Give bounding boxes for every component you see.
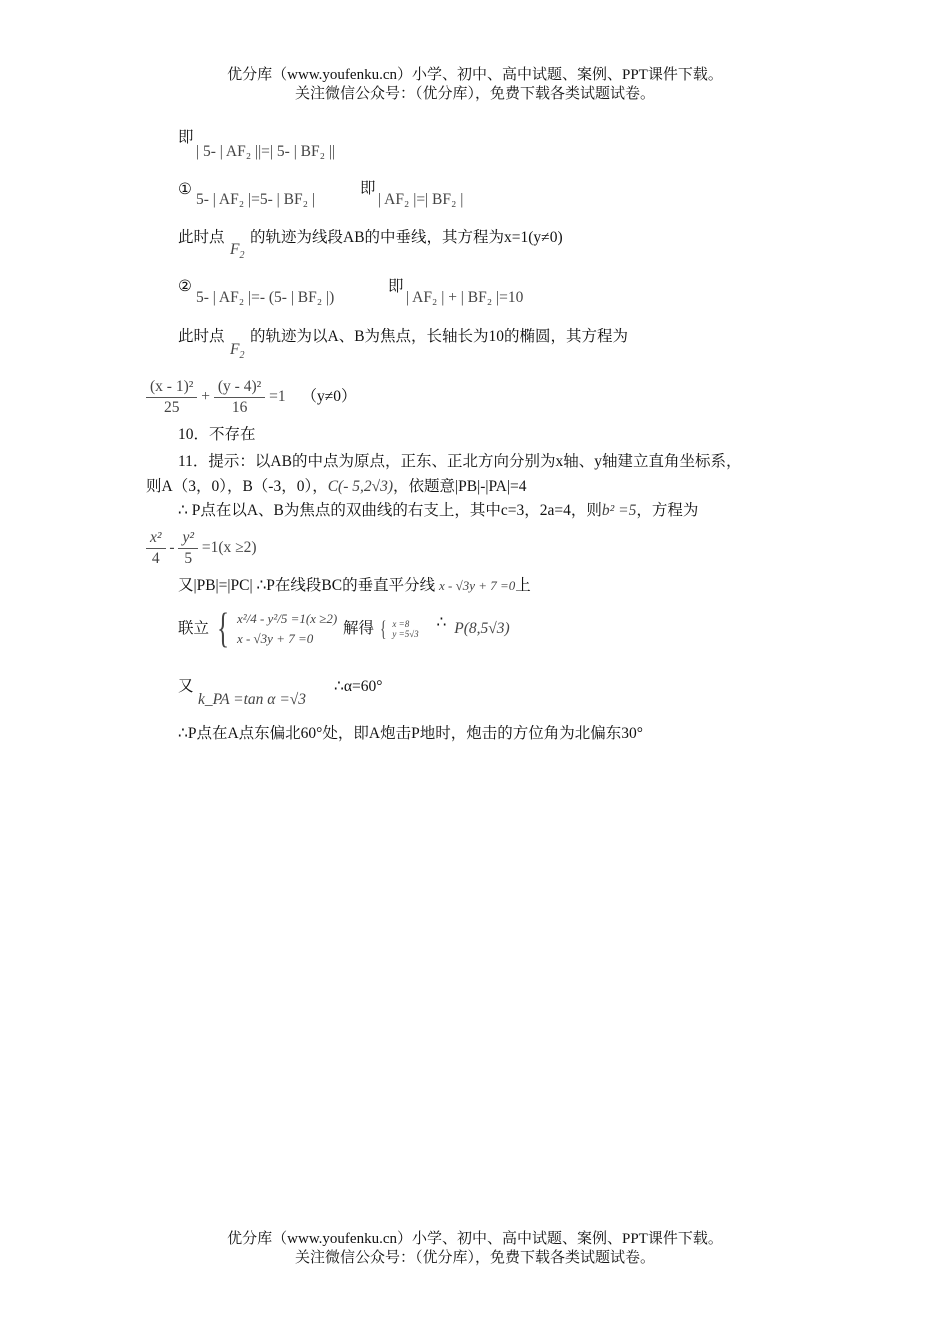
f2-symbol-2: $F_2$	[230, 341, 245, 361]
line-ji	[178, 128, 194, 148]
on-text: 上	[515, 577, 531, 594]
hyperbola-den-2: 5	[184, 550, 193, 567]
case-1-mark: ①	[178, 181, 192, 198]
header-line-2: 关注微信公众号：（优分库），免费下载各类试题试卷。	[294, 86, 655, 102]
hyperbola-fraction-2	[178, 528, 198, 569]
ellipse-rhs: =1	[269, 388, 286, 406]
case-1-ji: 即	[360, 180, 376, 197]
left-brace: {	[216, 606, 230, 652]
ellipse-num-2: (y - 4)²	[214, 377, 265, 398]
footer-line-1: 优分库（www.youfenku.cn）小学、初中、高中试题、案例、PPT课件下载。	[227, 1231, 723, 1247]
minus-sign: -	[169, 539, 175, 557]
hyperbola-den-1: 4	[151, 550, 160, 567]
equation-1: | 5- | AF₂ ||=| 5- | BF₂ ||	[196, 143, 336, 160]
solution-row-2: y =5√3	[392, 629, 419, 639]
b-squared: b² =5	[601, 502, 637, 519]
answer-11-line-5	[178, 576, 531, 596]
page-footer	[0, 1230, 950, 1268]
case-2-equation: 5- | AF₂ |=- (5- | BF₂ |)	[196, 289, 335, 306]
therefore-sign: ∴	[436, 614, 447, 631]
case-1-result: | AF₂ |=| BF₂ |	[378, 191, 464, 208]
ellipse-fraction-1	[146, 377, 197, 418]
perp-bisector-eq: x - √3y + 7 =0	[438, 578, 516, 593]
point-c: C(- 5,2√3)	[327, 478, 394, 495]
answer-11-system	[178, 608, 510, 650]
answer-10: 10．不存在	[178, 426, 256, 443]
ellipse-equation	[146, 377, 357, 418]
equation-label: ，方程为	[636, 502, 699, 519]
case-1-equation: 5- | AF₂ |=5- | BF₂ |	[196, 191, 315, 208]
system-row-2: x - √3y + 7 =0	[236, 631, 314, 646]
ellipse-num-1: (x - 1)²	[146, 377, 197, 398]
ellipse-den-1: 25	[163, 399, 180, 416]
solution-row-1: x =8	[392, 619, 410, 629]
angle-result: ∴α=60°	[334, 678, 383, 695]
solve-text: 解得	[343, 620, 375, 637]
case-2-ji: 即	[388, 278, 404, 295]
condition-pb-pa: ，依题意|PB|-|PA|=4	[393, 478, 527, 495]
ellipse-condition: （y≠0）	[301, 388, 357, 406]
slope-equation: k_PA =tan α =√3	[198, 691, 307, 708]
answer-11-line-7a: 又	[178, 678, 194, 695]
f2-symbol-1: $F_2$	[230, 241, 245, 261]
case-2-mark: ②	[178, 278, 192, 295]
para-1-start: 此时点	[178, 229, 225, 246]
hyperbola-num-2: y²	[178, 528, 198, 549]
footer-line-2: 关注微信公众号：（优分库），免费下载各类试题试卷。	[294, 1250, 655, 1266]
hyperbola-desc: ∴ P点在以A、B为焦点的双曲线的右支上，其中c=3，2a=4，则	[178, 502, 602, 519]
hyperbola-num-1: x²	[146, 528, 166, 549]
para-1-end: 的轨迹为线段AB的中垂线，其方程为x=1(y≠0)	[250, 229, 563, 246]
points-ab: 则A（3，0），B（-3，0），	[146, 478, 328, 495]
answer-11-line-3	[178, 501, 698, 521]
answer-11-line-1: 11．提示：以AB的中点为原点，正东、正北方向分别为x轴、y轴建立直角坐标系，	[178, 453, 742, 470]
hyperbola-rhs: =1(x ≥2)	[201, 539, 257, 557]
system-row-1: x²/4 - y²/5 =1(x ≥2)	[236, 611, 338, 626]
header-line-1: 优分库（www.youfenku.cn）小学、初中、高中试题、案例、PPT课件下载。	[227, 67, 723, 83]
page-header	[0, 66, 950, 104]
plus-sign: +	[201, 388, 211, 406]
ellipse-den-2: 16	[231, 399, 248, 416]
system-equations	[237, 609, 337, 649]
ji-text: 即	[178, 129, 194, 146]
perp-bisector-desc: 又|PB|=|PC| ∴P在线段BC的垂直平分线	[178, 577, 436, 594]
hyperbola-fraction-1	[146, 528, 166, 569]
para-2-start: 此时点	[178, 328, 225, 345]
case-2-result: | AF₂ | + | BF₂ |=10	[406, 289, 524, 306]
left-brace-small: {	[380, 616, 387, 641]
lianli-text: 联立	[178, 620, 210, 637]
answer-11-conclusion: ∴P点在A点东偏北60°处，即A炮击P地时，炮击的方位角为北偏东30°	[178, 725, 643, 742]
ellipse-fraction-2	[214, 377, 265, 418]
solution	[392, 619, 418, 639]
answer-11-line-2	[146, 477, 526, 497]
point-p: P(8,5√3)	[454, 620, 510, 637]
hyperbola-equation	[146, 528, 257, 569]
para-2-end: 的轨迹为以A、B为焦点，长轴长为10的椭圆，其方程为	[250, 328, 629, 345]
